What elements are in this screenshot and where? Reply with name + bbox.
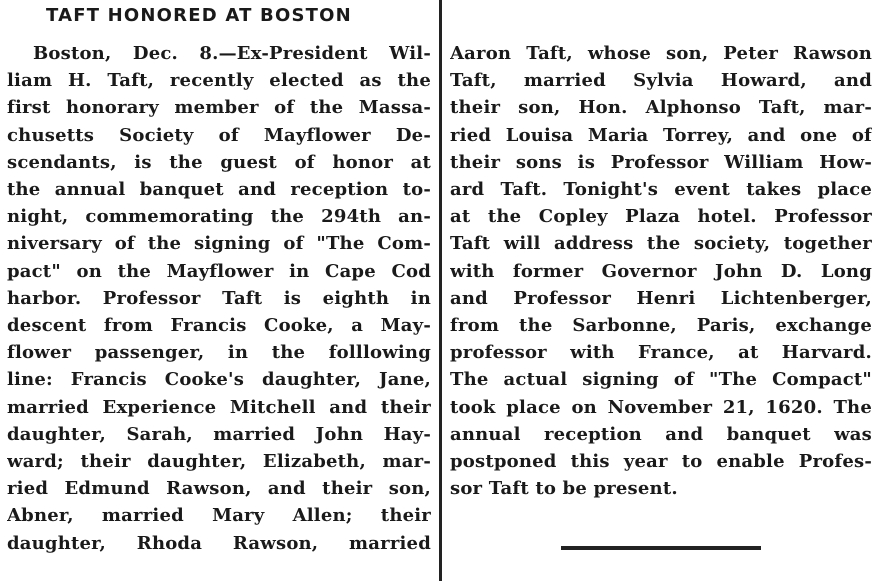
text-line: Aaron Taft, whose son, Peter Rawson: [450, 43, 872, 64]
text-line: and Professor Henri Lichtenberger,: [450, 287, 872, 309]
text-line: liam H. Taft, recently elected as the: [7, 70, 431, 92]
text-line: night, commemorating the 294th an-: [7, 206, 431, 228]
text-line: flower passenger, in the folllowing: [7, 342, 431, 364]
article-left-column: [7, 40, 431, 557]
article-right-column: [450, 40, 872, 502]
text-line: daughter, Sarah, married John Hay-: [7, 423, 431, 445]
text-line: ried Edmund Rawson, and their son,: [7, 478, 431, 500]
article-headline: TAFT HONORED AT BOSTON: [46, 5, 352, 26]
text-line: pact" on the Mayflower in Cape Cod: [7, 260, 431, 282]
text-line: harbor. Professor Taft is eighth in: [7, 287, 431, 309]
text-line: first honorary member of the Massa-: [7, 97, 431, 119]
text-line: sor Taft to be present.: [450, 478, 678, 500]
text-line: took place on November 21, 1620. The: [450, 396, 872, 418]
text-line: their son, Hon. Alphonso Taft, mar-: [450, 97, 872, 119]
text-line: at the Copley Plaza hotel. Professor: [450, 206, 872, 228]
text-line: descent from Francis Cooke, a May-: [7, 315, 431, 337]
text-line: Abner, married Mary Allen; their: [7, 505, 431, 527]
text-line: niversary of the signing of "The Com-: [7, 233, 431, 255]
text-line: postponed this year to enable Profes-: [450, 451, 872, 473]
text-line: married Experience Mitchell and their: [7, 396, 431, 418]
text-line: ard Taft. Tonight's event takes place: [450, 179, 872, 201]
text-line: from the Sarbonne, Paris, exchange: [450, 315, 872, 337]
text-line: the annual banquet and reception to-: [7, 179, 431, 201]
text-line: annual reception and banquet was: [450, 423, 872, 445]
text-line: their sons is Professor William How-: [450, 151, 872, 173]
text-line: Taft will address the society, together: [450, 233, 872, 255]
text-line: The actual signing of "The Compact": [450, 369, 872, 391]
text-line: Boston, Dec. 8.—Ex-President Wil-: [33, 43, 431, 64]
text-line: ward; their daughter, Elizabeth, mar-: [7, 451, 431, 473]
text-line: ried Louisa Maria Torrey, and one of: [450, 124, 872, 146]
text-line: Taft, married Sylvia Howard, and: [450, 70, 872, 92]
text-line: professor with France, at Harvard.: [450, 342, 872, 364]
column-divider: [439, 0, 442, 581]
text-line: with former Governor John D. Long: [450, 260, 872, 282]
text-line: line: Francis Cooke's daughter, Jane,: [7, 369, 431, 391]
text-line: scendants, is the guest of honor at: [7, 151, 431, 173]
article-end-rule: [561, 546, 761, 550]
text-line: daughter, Rhoda Rawson, married: [7, 532, 431, 554]
text-line: chusetts Society of Mayflower De-: [7, 124, 431, 146]
